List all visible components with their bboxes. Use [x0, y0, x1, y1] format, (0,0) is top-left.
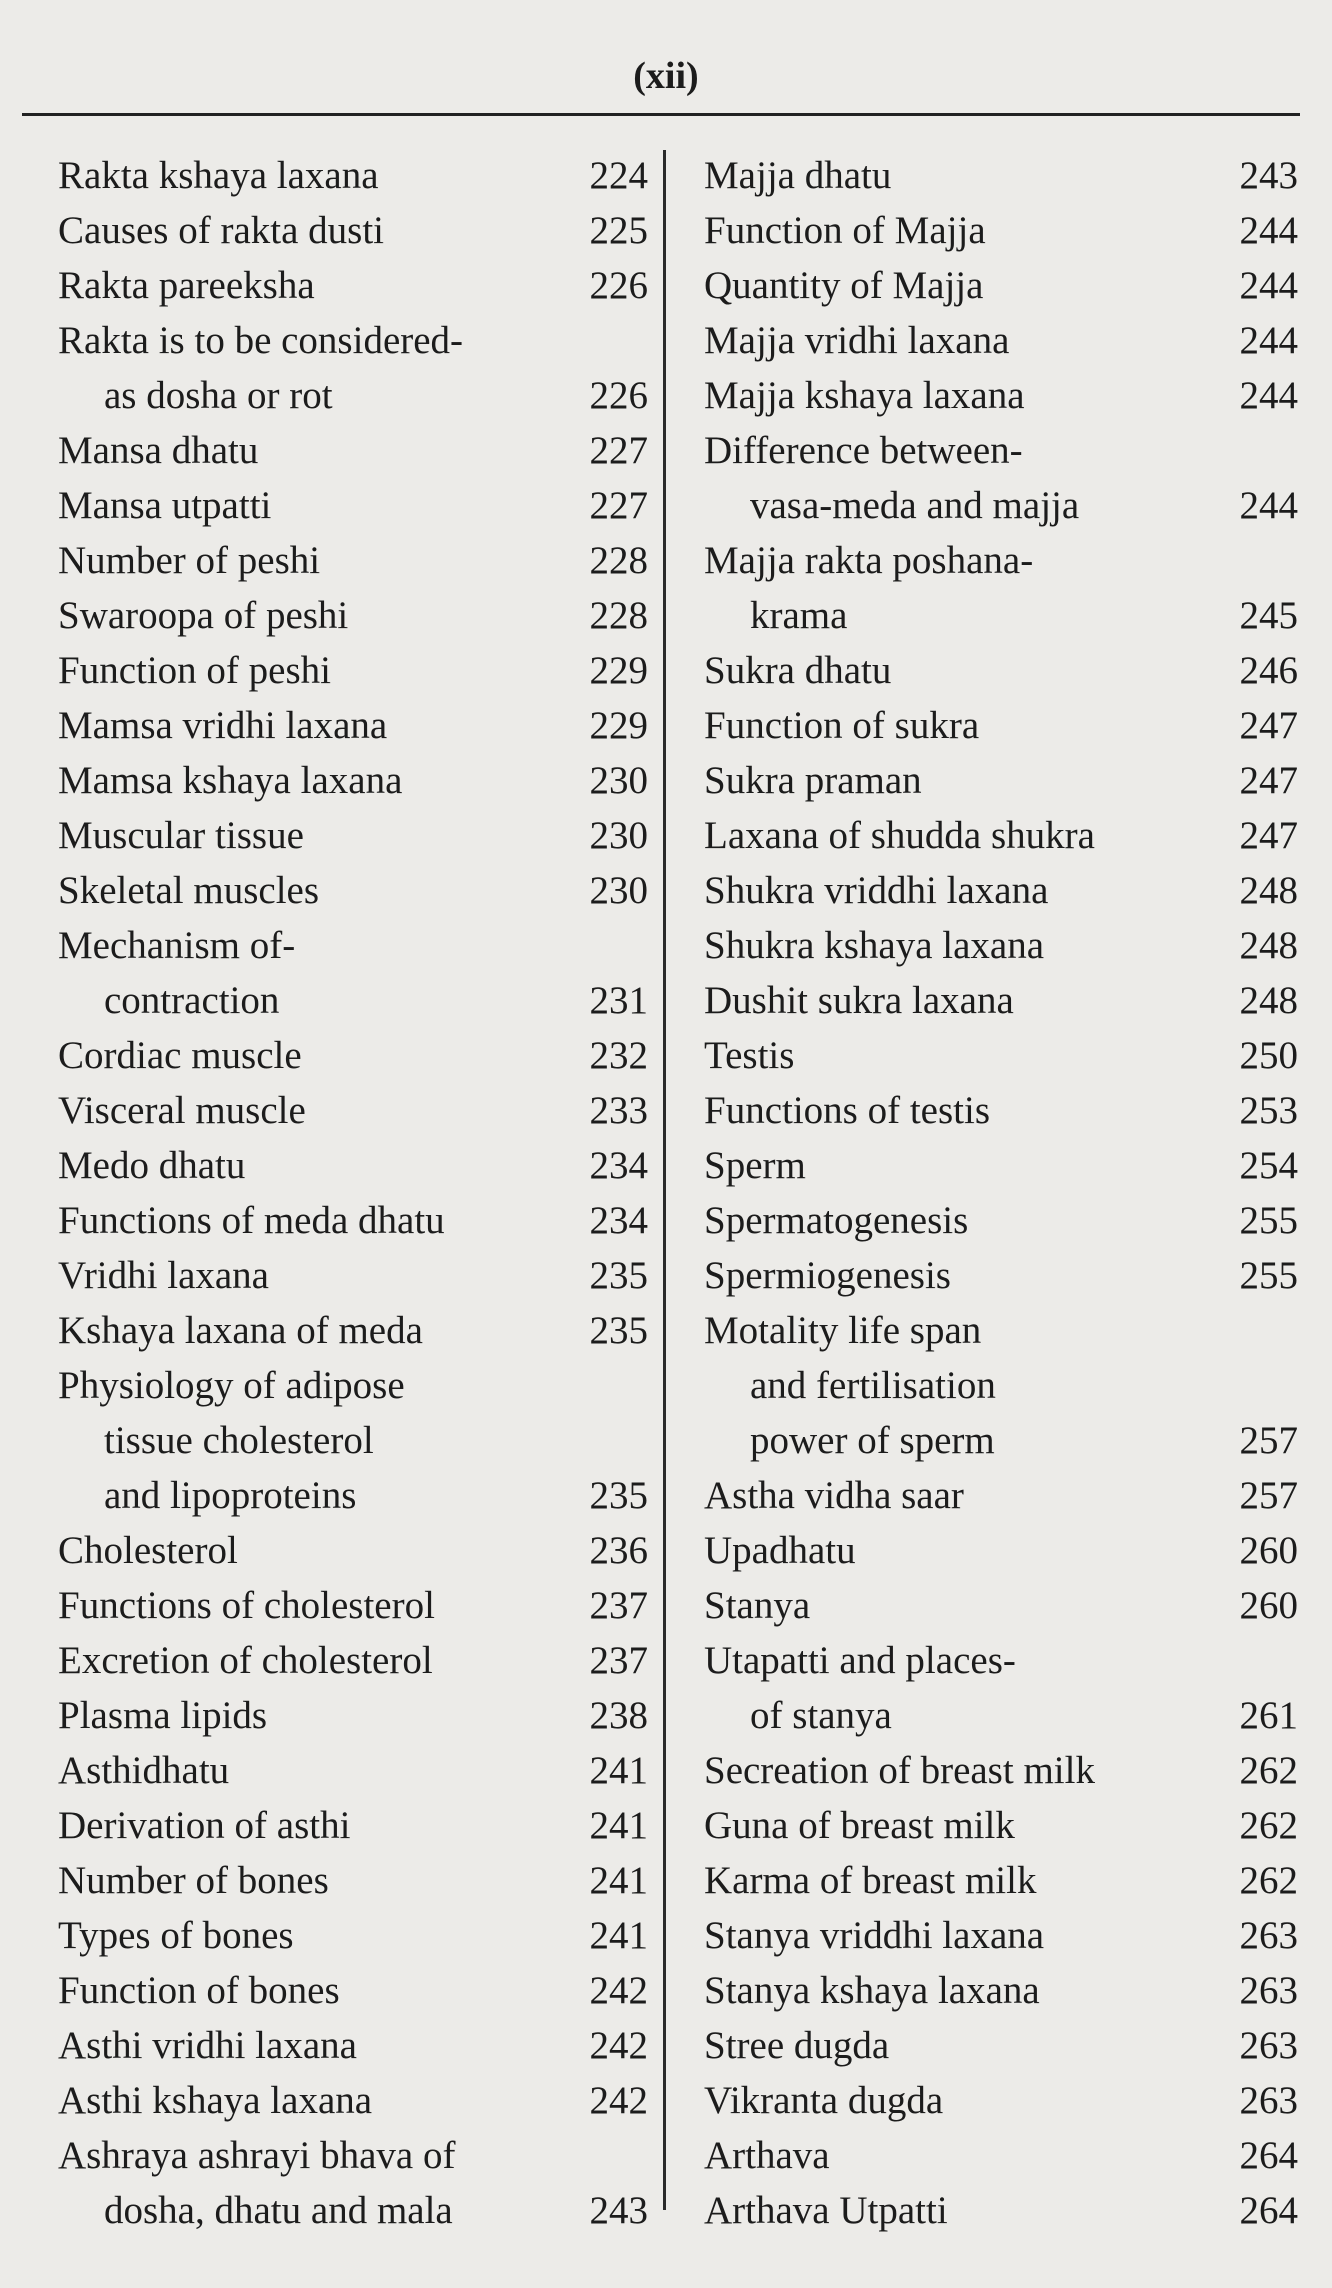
toc-entry	[704, 753, 1298, 808]
toc-entry-title-block	[58, 1963, 340, 2018]
toc-entry-title-block	[58, 588, 348, 643]
toc-entry-page-number: 230	[589, 759, 648, 802]
toc-entry-page-number: 247	[1239, 704, 1298, 747]
toc-entry	[704, 203, 1298, 258]
toc-entry	[58, 1193, 648, 1248]
toc-entry-title-block	[704, 1578, 810, 1633]
toc-entry-title: Asthi kshaya laxana	[58, 2079, 373, 2122]
toc-entry-title: Sukra praman	[704, 759, 922, 802]
toc-entry	[704, 2183, 1298, 2238]
toc-entry-title-block	[704, 2183, 948, 2238]
toc-entry	[58, 313, 648, 423]
toc-entry	[58, 1248, 648, 1303]
toc-entry-title-block	[704, 808, 1095, 863]
toc-entry-title-block	[58, 2128, 455, 2238]
toc-entry	[58, 1083, 648, 1138]
toc-entry-page-number: 237	[589, 1584, 648, 1627]
toc-entry-title: Asthi vridhi laxana	[58, 2024, 357, 2067]
toc-entry-title: Mamsa kshaya laxana	[58, 759, 403, 802]
toc-entry-title: Kshaya laxana of meda	[58, 1309, 423, 1352]
toc-entry-page-number: 224	[589, 154, 648, 197]
toc-entry-page-number: 254	[1239, 1144, 1298, 1187]
toc-entry-page-number: 230	[589, 869, 648, 912]
toc-entry-page-number: 255	[1239, 1199, 1298, 1242]
toc-entry	[704, 258, 1298, 313]
toc-entry-title-block	[58, 203, 384, 258]
toc-entry-title: Rakta pareeksha	[58, 264, 315, 307]
toc-entry-title-block	[58, 1303, 423, 1358]
toc-entry	[58, 753, 648, 808]
toc-entry-title-block	[58, 533, 320, 588]
toc-entry-title-block	[704, 2128, 830, 2183]
column-divider	[663, 150, 666, 2210]
toc-entry	[58, 148, 648, 203]
toc-entry-title-block	[58, 1028, 302, 1083]
toc-entry-title: Asthidhatu	[58, 1749, 230, 1792]
toc-entry-title: Quantity of Majja	[704, 264, 984, 307]
toc-entry	[704, 973, 1298, 1028]
toc-entry-title-block	[58, 148, 379, 203]
toc-entry-title: Ashraya ashrayi bhava of	[58, 2134, 456, 2177]
toc-entry	[58, 1633, 648, 1688]
toc-entry-title: Rakta kshaya laxana	[58, 154, 379, 197]
toc-entry	[704, 1633, 1298, 1743]
toc-entry-title-block	[58, 698, 387, 753]
toc-entry-page-number: 225	[589, 209, 648, 252]
toc-entry-title: Motality life span	[704, 1309, 982, 1352]
toc-entry-title: Laxana of shudda shukra	[704, 814, 1095, 857]
toc-entry-page-number: 227	[589, 484, 648, 527]
toc-entry-title-block	[704, 1468, 964, 1523]
toc-entry-page-number: 246	[1239, 649, 1298, 692]
toc-entry-title-block	[58, 1193, 445, 1248]
toc-entry	[58, 478, 648, 533]
toc-entry-title-block	[704, 863, 1048, 918]
toc-entry-page-number: 241	[589, 1914, 648, 1957]
toc-entry-page-number: 255	[1239, 1254, 1298, 1297]
toc-entry-title-block	[704, 1138, 806, 1193]
toc-entry-page-number: 242	[589, 2024, 648, 2067]
toc-entry	[704, 1908, 1298, 1963]
toc-entry-title: Sperm	[704, 1144, 806, 1187]
toc-entry-page-number: 248	[1239, 979, 1298, 1022]
toc-entry-page-number: 248	[1239, 924, 1298, 967]
toc-entry-page-number: 237	[589, 1639, 648, 1682]
toc-entry	[704, 148, 1298, 203]
toc-entry	[704, 1963, 1298, 2018]
toc-entry	[58, 1303, 648, 1358]
toc-entry-title-block	[704, 1193, 968, 1248]
toc-entry-title-block	[58, 1633, 433, 1688]
toc-entry-title-block	[704, 533, 1033, 643]
toc-entry-title: Karma of breast milk	[704, 1859, 1037, 1902]
toc-entry-page-number: 234	[589, 1199, 648, 1242]
toc-entry	[704, 698, 1298, 753]
toc-entry-page-number: 228	[589, 539, 648, 582]
toc-entry	[704, 1743, 1298, 1798]
toc-entry-page-number: 244	[1239, 319, 1298, 362]
toc-entry-title-block	[58, 1798, 350, 1853]
toc-entry-title-continuation: of stanya	[750, 1694, 892, 1737]
toc-entry	[704, 1193, 1298, 1248]
toc-entry	[58, 258, 648, 313]
toc-entry-title-block	[58, 1688, 267, 1743]
toc-entry-page-number: 264	[1239, 2134, 1298, 2177]
toc-entry-page-number: 247	[1239, 759, 1298, 802]
toc-entry-title: Stanya vriddhi laxana	[704, 1914, 1045, 1957]
toc-entry-page-number: 263	[1239, 2024, 1298, 2067]
toc-entry-page-number: 233	[589, 1089, 648, 1132]
toc-entry-title: Number of peshi	[58, 539, 321, 582]
toc-entry-title-block	[704, 2018, 889, 2073]
toc-entry-title: Stanya kshaya laxana	[704, 1969, 1040, 2012]
toc-entry-title-block	[58, 1523, 238, 1578]
toc-entry-page-number: 241	[589, 1749, 648, 1792]
toc-entry-title-block	[58, 258, 315, 313]
toc-entry	[58, 203, 648, 258]
toc-entry-page-number: 235	[589, 1254, 648, 1297]
toc-entry-title: Arthava	[704, 2134, 830, 2177]
toc-entry-page-number: 263	[1239, 2079, 1298, 2122]
toc-entry-title-block	[58, 478, 271, 533]
toc-entry	[704, 918, 1298, 973]
toc-entry	[58, 1523, 648, 1578]
toc-entry	[58, 2018, 648, 2073]
toc-entry	[704, 2128, 1298, 2183]
toc-entry-title: Medo dhatu	[58, 1144, 246, 1187]
toc-entry	[58, 1853, 648, 1908]
toc-entry-page-number: 257	[1239, 1474, 1298, 1517]
toc-entry-page-number: 235	[589, 1309, 648, 1352]
toc-entry-title-block	[704, 1743, 1095, 1798]
toc-entry	[704, 863, 1298, 918]
toc-entry-page-number: 261	[1239, 1694, 1298, 1737]
toc-entry	[704, 313, 1298, 368]
toc-entry-title-continuation: vasa-meda and majja	[750, 484, 1080, 527]
toc-entry-title: Vridhi laxana	[58, 1254, 269, 1297]
toc-entry-title: Mansa utpatti	[58, 484, 272, 527]
toc-entry-page-number: 229	[589, 649, 648, 692]
toc-entry-title: Majja vridhi laxana	[704, 319, 1010, 362]
toc-entry-title: Testis	[704, 1034, 795, 1077]
toc-entry-title-block	[58, 1578, 435, 1633]
toc-entry-title: Cordiac muscle	[58, 1034, 302, 1077]
toc-entry-page-number: 242	[589, 1969, 648, 2012]
toc-entry-title-block	[704, 643, 891, 698]
toc-entry-page-number: 236	[589, 1529, 648, 1572]
toc-entry	[58, 423, 648, 478]
toc-entry-page-number: 247	[1239, 814, 1298, 857]
toc-entry	[704, 1083, 1298, 1138]
toc-entry-title: Types of bones	[58, 1914, 294, 1957]
toc-entry	[58, 1358, 648, 1523]
header-rule	[22, 113, 1300, 116]
toc-entry-title-block	[58, 313, 463, 423]
toc-entry-title-block	[58, 1248, 269, 1303]
toc-entry-title-block	[704, 423, 1079, 533]
toc-entry-title: Mansa dhatu	[58, 429, 259, 472]
toc-entry-page-number: 228	[589, 594, 648, 637]
toc-entry-title: Skeletal muscles	[58, 869, 320, 912]
toc-entry-page-number: 262	[1239, 1804, 1298, 1847]
toc-entry-page-number: 244	[1239, 209, 1298, 252]
toc-entry-title: Stanya	[704, 1584, 811, 1627]
toc-entry-title: Functions of cholesterol	[58, 1584, 435, 1627]
toc-entry-title: Causes of rakta dusti	[58, 209, 385, 252]
toc-entry-title-block	[704, 1798, 1015, 1853]
toc-entry-page-number: 241	[589, 1859, 648, 1902]
toc-entry-title: Vikranta dugda	[704, 2079, 944, 2122]
toc-entry-title-block	[704, 368, 1025, 423]
toc-entry-title-block	[58, 643, 331, 698]
toc-entry-title: Function of Majja	[704, 209, 986, 252]
toc-entry	[704, 1248, 1298, 1303]
toc-entry-title-block	[704, 1633, 1016, 1743]
toc-entry-title: Dushit sukra laxana	[704, 979, 1014, 1022]
toc-entry-title-block	[58, 423, 258, 478]
toc-entry-title: Difference between-	[704, 429, 1023, 472]
toc-entry-page-number: 248	[1239, 869, 1298, 912]
toc-entry-page-number: 263	[1239, 1914, 1298, 1957]
toc-entry-title-block	[58, 753, 402, 808]
toc-entry-title: Astha vidha saar	[704, 1474, 964, 1517]
toc-entry-title: Mechanism of-	[58, 924, 296, 967]
toc-left-column	[58, 148, 648, 2238]
toc-entry-title-block	[704, 973, 1014, 1028]
toc-entry	[704, 423, 1298, 533]
toc-entry-title: Arthava Utpatti	[704, 2189, 948, 2232]
toc-entry	[58, 1138, 648, 1193]
toc-entry-title-block	[58, 2073, 372, 2128]
toc-entry-title: Shukra kshaya laxana	[704, 924, 1045, 967]
toc-entry-title-block	[704, 258, 983, 313]
toc-entry-page-number: 232	[589, 1034, 648, 1077]
toc-entry-title: Excretion of cholesterol	[58, 1639, 433, 1682]
toc-entry-title-continuation: krama	[750, 594, 848, 637]
toc-entry-page-number: 262	[1239, 1859, 1298, 1902]
toc-entry-title-block	[704, 753, 922, 808]
toc-entry-title: Functions of meda dhatu	[58, 1199, 445, 1242]
toc-entry	[58, 1743, 648, 1798]
toc-entry-title: Derivation of asthi	[58, 1804, 351, 1847]
toc-entry-title-block	[704, 1248, 951, 1303]
toc-entry	[58, 1798, 648, 1853]
toc-entry-title-block	[58, 1908, 294, 1963]
toc-entry-title-block	[58, 2018, 357, 2073]
toc-entry-title-block	[704, 698, 979, 753]
toc-entry-page-number: 250	[1239, 1034, 1298, 1077]
toc-entry-title: Visceral muscle	[58, 1089, 306, 1132]
toc-entry-page-number: 226	[589, 264, 648, 307]
toc-entry-title-block	[704, 1303, 996, 1468]
toc-right-column	[704, 148, 1298, 2238]
toc-entry	[58, 1578, 648, 1633]
toc-entry-page-number: 226	[589, 374, 648, 417]
toc-entry-title-block	[704, 2073, 943, 2128]
toc-entry	[58, 698, 648, 753]
toc-entry	[704, 1028, 1298, 1083]
toc-entry	[58, 1688, 648, 1743]
toc-entry-title: Rakta is to be considered-	[58, 319, 464, 362]
toc-entry-title: Function of bones	[58, 1969, 340, 2012]
toc-entry	[704, 1578, 1298, 1633]
toc-entry	[58, 1963, 648, 2018]
toc-entry-title: Mamsa vridhi laxana	[58, 704, 388, 747]
toc-entry	[704, 1523, 1298, 1578]
toc-entry-title-block	[704, 1853, 1036, 1908]
toc-entry-title: Functions of testis	[704, 1089, 991, 1132]
toc-entry	[58, 533, 648, 588]
toc-entry-title: Utapatti and places-	[704, 1639, 1016, 1682]
toc-entry-title-block	[58, 918, 295, 1028]
toc-entry-title-continuation: and fertilisation	[750, 1364, 996, 1407]
toc-entry-page-number: 245	[1239, 594, 1298, 637]
toc-entry-page-number: 231	[589, 979, 648, 1022]
toc-entry-page-number: 244	[1239, 374, 1298, 417]
toc-entry-title-block	[704, 918, 1044, 973]
toc-entry-title-block	[58, 1083, 306, 1138]
toc-entry-title: Muscular tissue	[58, 814, 304, 857]
toc-entry-title-continuation: tissue cholesterol	[104, 1419, 374, 1462]
toc-entry-title-block	[58, 1853, 329, 1908]
toc-entry	[704, 1468, 1298, 1523]
toc-entry-title: Guna of breast milk	[704, 1804, 1015, 1847]
toc-entry-title: Sukra dhatu	[704, 649, 892, 692]
toc-entry-title-block	[58, 1138, 245, 1193]
toc-entry-page-number: 238	[589, 1694, 648, 1737]
toc-entry-title: Spermatogenesis	[704, 1199, 969, 1242]
toc-entry-page-number: 244	[1239, 264, 1298, 307]
toc-entry	[704, 1303, 1298, 1468]
toc-entry-page-number: 262	[1239, 1749, 1298, 1792]
toc-entry-page-number: 243	[1239, 154, 1298, 197]
toc-entry-title: Number of bones	[58, 1859, 329, 1902]
toc-entry-page-number: 264	[1239, 2189, 1298, 2232]
toc-entry-page-number: 241	[589, 1804, 648, 1847]
toc-entry-title-block	[704, 1963, 1040, 2018]
toc-entry-title-continuation: and lipoproteins	[104, 1474, 357, 1517]
toc-entry	[58, 643, 648, 698]
toc-entry-page-number: 244	[1239, 484, 1298, 527]
toc-entry-title-block	[58, 863, 319, 918]
toc-entry-title: Cholesterol	[58, 1529, 238, 1572]
toc-entry-title-block	[58, 808, 304, 863]
toc-entry	[58, 588, 648, 643]
toc-entry	[704, 368, 1298, 423]
toc-entry	[704, 643, 1298, 698]
toc-entry	[704, 808, 1298, 863]
toc-entry-title-continuation: contraction	[104, 979, 280, 1022]
toc-entry	[704, 2018, 1298, 2073]
toc-entry-title-continuation: dosha, dhatu and mala	[104, 2189, 453, 2232]
toc-entry-page-number: 230	[589, 814, 648, 857]
toc-entry-title: Plasma lipids	[58, 1694, 268, 1737]
toc-entry-page-number: 253	[1239, 1089, 1298, 1132]
toc-entry-page-number: 229	[589, 704, 648, 747]
toc-entry-title: Shukra vriddhi laxana	[704, 869, 1049, 912]
toc-entry-title: Physiology of adipose	[58, 1364, 405, 1407]
toc-entry	[704, 1798, 1298, 1853]
toc-entry-title: Majja dhatu	[704, 154, 892, 197]
toc-entry-page-number: 263	[1239, 1969, 1298, 2012]
toc-entry-title: Majja rakta poshana-	[704, 539, 1034, 582]
toc-entry-title: Secreation of breast milk	[704, 1749, 1095, 1792]
toc-entry-title-block	[704, 313, 1009, 368]
toc-entry	[704, 1853, 1298, 1908]
toc-entry-title-block	[704, 1083, 990, 1138]
toc-entry-title: Majja kshaya laxana	[704, 374, 1025, 417]
toc-entry	[704, 533, 1298, 643]
toc-entry-page-number: 227	[589, 429, 648, 472]
toc-entry	[704, 1138, 1298, 1193]
toc-entry-title-block	[704, 148, 891, 203]
toc-entry-title: Spermiogenesis	[704, 1254, 951, 1297]
page-number: (xii)	[633, 55, 699, 97]
toc-entry	[58, 2073, 648, 2128]
toc-entry-title-continuation: as dosha or rot	[104, 374, 333, 417]
toc-entry-title-continuation: power of sperm	[750, 1419, 995, 1462]
toc-entry-title-block	[58, 1743, 229, 1798]
toc-entry-title-block	[704, 203, 986, 258]
toc-entry-title-block	[704, 1908, 1044, 1963]
toc-entry-title: Swaroopa of peshi	[58, 594, 349, 637]
toc-entry-page-number: 235	[589, 1474, 648, 1517]
toc-entry-page-number: 257	[1239, 1419, 1298, 1462]
toc-entry-title: Stree dugda	[704, 2024, 890, 2067]
toc-entry-title-block	[704, 1028, 794, 1083]
toc-entry	[58, 2128, 648, 2238]
toc-entry-title-block	[58, 1358, 405, 1523]
toc-entry-page-number: 243	[589, 2189, 648, 2232]
toc-entry	[58, 808, 648, 863]
toc-entry-title: Upadhatu	[704, 1529, 856, 1572]
toc-entry	[704, 2073, 1298, 2128]
toc-entry-title-block	[704, 1523, 856, 1578]
toc-entry-page-number: 260	[1239, 1584, 1298, 1627]
toc-entry-title: Function of peshi	[58, 649, 331, 692]
toc-entry	[58, 1028, 648, 1083]
toc-entry-page-number: 260	[1239, 1529, 1298, 1572]
toc-entry	[58, 918, 648, 1028]
toc-entry-page-number: 234	[589, 1144, 648, 1187]
toc-entry-title: Function of sukra	[704, 704, 980, 747]
toc-entry	[58, 1908, 648, 1963]
toc-entry	[58, 863, 648, 918]
toc-entry-page-number: 242	[589, 2079, 648, 2122]
